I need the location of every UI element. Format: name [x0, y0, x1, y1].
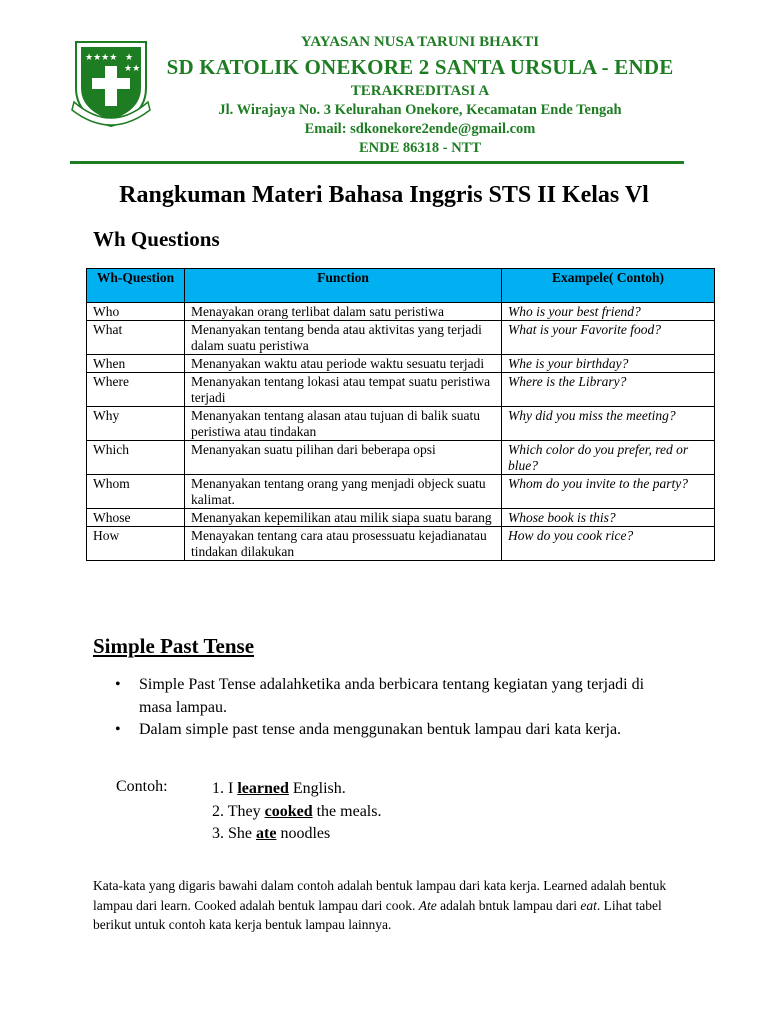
cell-wh-word: Why	[87, 407, 185, 441]
cell-function: Menayakan tentang cara atau prosessuatu kejadianatau tindakan dilakukan	[185, 527, 502, 561]
past-verb: learned	[237, 780, 289, 797]
list-item	[115, 674, 655, 719]
cell-wh-word: Whom	[87, 475, 185, 509]
cell-function: Menanyakan tentang orang yang menjadi objeck suatu kalimat.	[185, 475, 502, 509]
cell-example: What is your Favorite food?	[502, 321, 715, 355]
example-suffix: noodles	[276, 825, 331, 842]
cell-example: Whose book is this?	[502, 509, 715, 527]
example-prefix: 1. I	[212, 780, 238, 797]
cell-wh-word: When	[87, 355, 185, 373]
bullet-icon: •	[115, 721, 121, 738]
example-list	[212, 778, 381, 846]
table-row	[87, 373, 715, 407]
school-logo	[70, 36, 152, 130]
paragraph-emphasis: eat	[580, 897, 597, 913]
cell-example: How do you cook rice?	[502, 527, 715, 561]
school-city: ENDE 86318 - NTT	[358, 140, 482, 156]
column-header-wh: Wh-Question	[87, 269, 185, 303]
cell-wh-word: Where	[87, 373, 185, 407]
cell-function: Menayakan orang terlibat dalam satu peristiwa	[185, 303, 502, 321]
column-header-example: Exampele( Contoh)	[502, 269, 715, 303]
foundation-name: YAYASAN NUSA TARUNI BHAKTI	[300, 34, 540, 50]
letterhead-divider	[70, 161, 684, 164]
cell-function: Menanyakan kepemilikan atau milik siapa suatu barang	[185, 509, 502, 527]
cell-example: Where is the Library?	[502, 373, 715, 407]
svg-text:★: ★	[125, 53, 134, 63]
cell-wh-word: Who	[87, 303, 185, 321]
cell-example: Who is your best friend?	[502, 303, 715, 321]
cell-function: Menanyakan waktu atau periode waktu sesuatu terjadi	[185, 355, 502, 373]
past-verb: ate	[256, 825, 277, 842]
cell-wh-word: Which	[87, 441, 185, 475]
cell-example: Whe is your birthday?	[502, 355, 715, 373]
paragraph-emphasis: Ate	[418, 897, 437, 913]
paragraph-text: . Lihat tabel berikut untuk contoh kata kerja bentuk lampau lainnya.	[93, 897, 662, 932]
school-email: Email: sdkonekore2ende@gmail.com	[304, 121, 536, 137]
table-row	[87, 303, 715, 321]
table-row	[87, 355, 715, 373]
cell-example: Why did you miss the meeting?	[502, 407, 715, 441]
cell-function: Menanyakan tentang alasan atau tujuan di balik suatu peristiwa atau tindakan	[185, 407, 502, 441]
svg-text:★★: ★★	[124, 64, 141, 74]
school-address: Jl. Wirajaya No. 3 Kelurahan Onekore, Kecamatan Ende Tengah	[218, 102, 622, 118]
wh-questions-table	[86, 268, 715, 561]
bullet-icon: •	[115, 676, 121, 693]
cell-wh-word: What	[87, 321, 185, 355]
example-suffix: the meals.	[312, 802, 382, 820]
example-item	[212, 778, 381, 801]
school-name: SD KATOLIK ONEKORE 2 SANTA URSULA - ENDE	[166, 55, 674, 79]
paragraph-text: Kata-kata yang digaris bawahi dalam contoh adalah bentuk lampau dari kata kerja. Learned adalah bentuk lampau dari learn. Cooked adalah bentuk lampau dari cook.	[93, 878, 667, 913]
explanation-paragraph	[93, 876, 673, 935]
column-header-function: Function	[185, 269, 502, 303]
contoh-label: Contoh:	[116, 778, 168, 795]
cell-example: Which color do you prefer, red or blue?	[502, 441, 715, 475]
table-body	[87, 303, 715, 561]
example-prefix: 3. She	[212, 825, 256, 842]
cell-function: Menanyakan tentang benda atau aktivitas yang terjadi dalam suatu peristiwa	[185, 321, 502, 355]
document-title: Rangkuman Materi Bahasa Inggris STS II Kelas Vl	[119, 182, 649, 208]
list-item	[115, 719, 655, 742]
table-row	[87, 527, 715, 561]
bullet-text: Simple Past Tense adalahketika anda berbicara tentang kegiatan yang terjadi di masa lampau.	[139, 676, 645, 716]
bullet-text: Dalam simple past tense anda menggunakan bentuk lampau dari kata kerja.	[139, 721, 622, 738]
cell-example: Whom do you invite to the party?	[502, 475, 715, 509]
example-prefix: 2. They	[212, 802, 265, 820]
wh-questions-heading: Wh Questions	[93, 227, 220, 251]
table-row	[87, 475, 715, 509]
past-verb: cooked	[264, 802, 313, 820]
svg-text:★★★★: ★★★★	[85, 53, 118, 63]
paragraph-text: adalah bntuk lampau dari	[436, 897, 581, 913]
simple-past-bullets	[115, 674, 655, 742]
table-row	[87, 321, 715, 355]
cell-function: Menanyakan tentang lokasi atau tempat suatu peristiwa terjadi	[185, 373, 502, 407]
cell-wh-word: How	[87, 527, 185, 561]
table-row	[87, 407, 715, 441]
example-item	[212, 801, 381, 824]
example-suffix: English.	[288, 780, 346, 797]
simple-past-heading: Simple Past Tense	[93, 634, 255, 658]
table-row	[87, 509, 715, 527]
cell-function: Menanyakan suatu pilihan dari beberapa opsi	[185, 441, 502, 475]
accreditation: TERAKREDITASI A	[350, 83, 490, 99]
table-row	[87, 441, 715, 475]
table-header-row	[87, 269, 715, 303]
cell-wh-word: Whose	[87, 509, 185, 527]
example-item	[212, 823, 381, 846]
